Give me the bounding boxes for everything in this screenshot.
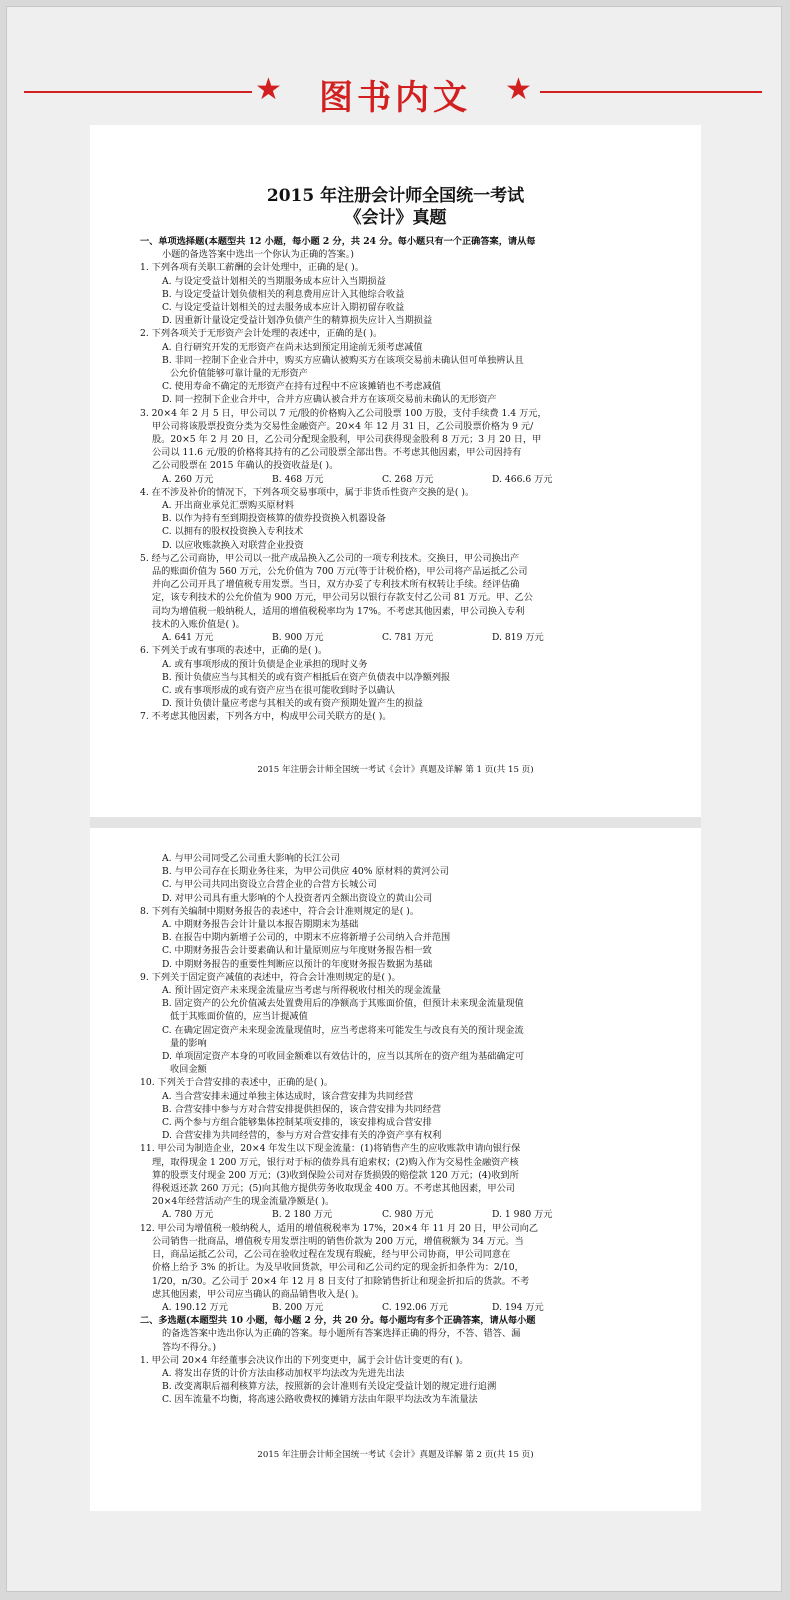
answer-option: A. 260 万元: [162, 473, 214, 485]
exam-title: 2015 年注册会计师全国统一考试: [266, 186, 525, 206]
text-line: A. 当合营安排未通过单独主体达成时，该合营安排为共同经营: [162, 1090, 414, 1102]
answer-option: D. 1 980 万元: [492, 1209, 553, 1221]
text-line: 算的股票支付现金 200 万元；(3)收到保险公司对存货损毁的赔偿款 120 万元；(4)收到所: [152, 1169, 519, 1181]
text-line: 7. 不考虑其他因素，下列各方中，构成甲公司关联方的是( )。: [140, 711, 392, 723]
page-gap: [90, 817, 701, 828]
answer-option: C. 980 万元: [382, 1209, 434, 1221]
page-footer: 2015 年注册会计师全国统一考试《会计》真题及详解 第 2 页(共 15 页): [257, 1450, 534, 1460]
text-line: 的备选答案中选出你认为正确的答案。每小题所有答案选择正确的得分，不答、错答、漏: [162, 1328, 521, 1340]
text-line: A. 中期财务报告会计计量以本报告期期末为基础: [162, 919, 359, 931]
text-line: B. 固定资产的公允价值减去处置费用后的净额高于其账面价值，但预计未来现金流量现值: [162, 998, 524, 1010]
text-line: 9. 下列关于固定资产减值的表述中，符合会计准则规定的是( )。: [140, 971, 401, 983]
answer-options: [140, 1301, 660, 1314]
text-line: 1. 甲公司 20×4 年经董事会决议作出的下列变更中，属于会计估计变更的有( )。: [140, 1354, 469, 1366]
text-line: 公司以 11.6 元/股的价格将其持有的乙公司股票全部出售。不考虑其他因素，甲公司因持有: [152, 447, 522, 459]
text-line: 价格上给予 3% 的折让。为及早收回货款，甲公司和乙公司约定的现金折扣条件为：2/10，: [152, 1262, 524, 1274]
text-line: A. 自行研究开发的无形资产在尚未达到预定用途前无须考虑减值: [162, 341, 423, 353]
document-page-2: [90, 828, 701, 1511]
answer-option: C. 268 万元: [382, 473, 434, 485]
banner-rule-right: [540, 91, 762, 93]
answer-option: D. 466.6 万元: [492, 473, 553, 485]
text-line: 12. 甲公司为增值税一般纳税人，适用的增值税税率为 17%，20×4 年 11 月 20 日，甲公司向乙: [140, 1222, 539, 1234]
banner-rule-left: [24, 91, 252, 93]
text-line: D. 因重新计量设定受益计划净负债产生的精算损失应计入当期损益: [162, 315, 433, 327]
text-line: B. 在报告中期内新增子公司的，中期末不应将新增子公司纳入合并范围: [162, 932, 451, 944]
text-line: 10. 下列关于合营安排的表述中，正确的是( )。: [140, 1077, 333, 1089]
page-2-body: [140, 852, 660, 1407]
answer-option: C. 781 万元: [382, 632, 434, 644]
text-line: A. 开出商业承兑汇票购买原材料: [162, 500, 294, 512]
star-icon: ★: [505, 72, 532, 107]
banner-title: 图书内文: [319, 78, 471, 118]
text-line: C. 在确定固定资产未来现金流量现值时，应当考虑将来可能发生与改良有关的预计现金流: [162, 1024, 524, 1036]
text-line: A. 将发出存货的计价方法由移动加权平均法改为先进先出法: [162, 1367, 405, 1379]
answer-option: B. 2 180 万元: [272, 1209, 333, 1221]
text-line: B. 非同一控制下企业合并中，购买方应确认被购买方在该项交易前未确认但可单独辨认且: [162, 354, 524, 366]
text-line: 答均不得分。): [162, 1341, 217, 1353]
answer-option: D. 819 万元: [492, 632, 544, 644]
text-line: 1/20，n/30。乙公司于 20×4 年 12 月 8 日支付了扣除销售折让和现金折扣后的货款。不考: [152, 1275, 530, 1287]
text-line: 公允价值能够可靠计量的无形资产: [170, 368, 308, 380]
text-line: C. 与甲公司共同出资设立合营企业的合营方长城公司: [162, 879, 377, 891]
text-line: 1. 下列各项有关职工薪酬的会计处理中，正确的是( )。: [140, 262, 364, 274]
text-line: A. 与设定受益计划相关的当期服务成本应计入当期损益: [162, 275, 386, 287]
text-line: 得税返还款 260 万元；(5)向其他方提供劳务收取现金 400 万。不考虑其他因素，甲公司: [152, 1183, 515, 1195]
text-line: C. 或有事项形成的或有资产应当在很可能收到时予以确认: [162, 684, 396, 696]
text-line: D. 同一控制下企业合并中，合并方应确认被合并方在该项交易前未确认的无形资产: [162, 394, 497, 406]
answer-options: [140, 1208, 660, 1221]
answer-option: B. 468 万元: [272, 473, 324, 485]
text-line: B. 改变离职后福利核算方法，按照新的会计准则有关设定受益计划的规定进行追溯: [162, 1381, 497, 1393]
answer-option: A. 641 万元: [162, 632, 214, 644]
text-line: D. 以应收账款换入对联营企业投资: [162, 539, 304, 551]
exam-subtitle: 《会计》真题: [344, 208, 447, 228]
answer-option: A. 780 万元: [162, 1209, 214, 1221]
text-line: C. 以拥有的股权投资换入专利技术: [162, 526, 304, 538]
text-line: D. 中期财务报告的重要性判断应以预计的年度财务报告数据为基础: [162, 958, 433, 970]
document-page-1: [90, 125, 701, 817]
text-line: C. 中期财务报告会计要素确认和计量原则应与年度财务报告相一致: [162, 945, 432, 957]
answer-option: C. 192.06 万元: [382, 1301, 448, 1313]
section-banner: [0, 70, 790, 118]
text-line: A. 与甲公司同受乙公司重大影响的长江公司: [162, 853, 340, 864]
text-line: A. 预计固定资产未来现金流量应当考虑与所得税收付相关的现金流量: [162, 985, 441, 997]
text-line: 一、单项选择题(本题型共 12 小题，每小题 2 分，共 24 分。每小题只有一个正确答案，请从每: [140, 236, 536, 247]
text-line: 5. 经与乙公司商协，甲公司以一批产成品换入乙公司的一项专利技术。交换日，甲公司换出产: [140, 552, 520, 564]
text-line: D. 预计负债计量应考虑与其相关的或有资产预期处置产生的损益: [162, 698, 423, 710]
text-line: 并向乙公司开具了增值税专用发票。当日，双方办妥了专利技术所有权转让手续。经评估确: [152, 579, 520, 591]
text-line: 理，取得现金 1 200 万元，银行对于标的债券具有追索权；(2)购入作为交易性金融资产核: [152, 1156, 519, 1168]
text-line: D. 对甲公司具有重大影响的个人投资者丙全额出资设立的黄山公司: [162, 892, 433, 904]
text-line: B. 以作为持有至到期投资核算的债券投资换入机器设备: [162, 513, 386, 525]
text-line: 6. 下列关于或有事项的表述中，正确的是( )。: [140, 645, 328, 657]
text-line: 定，该专利技术的公允价值为 900 万元，甲公司另以银行存款支付乙公司 81 万元。甲、乙公: [152, 592, 533, 604]
text-line: B. 与甲公司存在长期业务往来，为甲公司供应 40% 原材料的黄河公司: [162, 866, 449, 878]
text-line: 虑其他因素，甲公司应当确认的商品销售收入是( )。: [152, 1288, 365, 1300]
text-line: C. 两个参与方组合能够集体控制某项安排的，该安排构成合营安排: [162, 1117, 432, 1129]
text-line: A. 或有事项形成的预计负债是企业承担的现时义务: [162, 658, 368, 670]
answer-options: [140, 473, 660, 486]
page-1-body: [140, 235, 660, 724]
text-line: 低于其账面价值的，应当计提减值: [170, 1011, 308, 1023]
answer-option: D. 194 万元: [492, 1301, 544, 1313]
answer-option: B. 200 万元: [272, 1301, 324, 1313]
answer-option: A. 190.12 万元: [162, 1301, 228, 1313]
text-line: D. 合营安排为共同经营的，参与方对合营安排有关的净资产享有权利: [162, 1130, 442, 1142]
text-line: 日，商品运抵乙公司，乙公司在验收过程在发现有瑕疵，经与甲公司协商，甲公司同意在: [152, 1249, 511, 1261]
page-footer: 2015 年注册会计师全国统一考试《会计》真题及详解 第 1 页(共 15 页): [257, 765, 534, 775]
answer-option: B. 900 万元: [272, 632, 324, 644]
text-line: B. 合营安排中参与方对合营安排提供担保的，该合营安排为共同经营: [162, 1103, 442, 1115]
text-line: 二、多选题(本题型共 10 小题，每小题 2 分，共 20 分。每小题均有多个正确答案，请从每小题: [140, 1315, 536, 1327]
text-line: 量的影响: [170, 1037, 207, 1049]
text-line: 2. 下列各项关于无形资产会计处理的表述中，正确的是( )。: [140, 328, 383, 340]
text-line: 公司销售一批商品，增值税专用发票注明的销售价款为 200 万元，增值税额为 34 万元。当: [152, 1235, 524, 1247]
star-icon: ★: [255, 72, 282, 107]
text-line: 收回金额: [170, 1064, 207, 1076]
text-line: 3. 20×4 年 2 月 5 日，甲公司以 7 元/股的价格购入乙公司股票 100 万股，支付手续费 1.4 万元，: [140, 407, 547, 419]
text-line: C. 因车流量不均衡，将高速公路收费权的摊销方法由年限平均法改为车流量法: [162, 1394, 478, 1406]
text-line: 11. 甲公司为制造企业，20×4 年发生以下现金流量：(1)将销售产生的应收账款申请向银行保: [140, 1143, 521, 1155]
text-line: D. 单项固定资产本身的可收回金额难以有效估计的，应当以其所在的资产组为基础确定可: [162, 1051, 525, 1063]
text-line: 4. 在不涉及补价的情况下，下列各项交易事项中，属于非货币性资产交换的是( )。: [140, 486, 475, 498]
text-line: C. 使用寿命不确定的无形资产在持有过程中不应该摊销也不考虑减值: [162, 381, 441, 393]
text-line: 甲公司将该股票投资分类为交易性金融资产。20×4 年 12 月 31 日，乙公司股票价格为 9 元/: [152, 420, 534, 432]
text-line: 股。20×5 年 2 月 20 日，乙公司分配现金股利，甲公司获得现金股利 8 万元；3 月 20 日，甲: [152, 434, 542, 446]
text-line: 8. 下列有关编制中期财务报告的表述中，符合会计准则规定的是( )。: [140, 905, 420, 917]
text-line: C. 与设定受益计划相关的过去服务成本应计入期初留存收益: [162, 302, 405, 314]
text-line: 20×4年经营活动产生的现金流量净额是( )。: [152, 1196, 335, 1208]
text-line: 乙公司股票在 2015 年确认的投资收益是( )。: [152, 460, 339, 472]
text-line: 小题的备选答案中选出一个你认为正确的答案。): [162, 249, 354, 261]
answer-options: [140, 631, 660, 644]
text-line: 司均为增值税一般纳税人，适用的增值税税率均为 17%。不考虑其他因素，甲公司换入专利: [152, 605, 525, 617]
text-line: 技术的入账价值是( )。: [152, 618, 245, 630]
text-line: B. 预计负债应当与其相关的或有资产相抵后在资产负债表中以净额列报: [162, 671, 451, 683]
text-line: B. 与设定受益计划负债相关的利息费用应计入其他综合收益: [162, 288, 405, 300]
text-line: 品的账面价值为 560 万元，公允价值为 700 万元(等于计税价格)，甲公司将产品运抵乙公司: [152, 566, 528, 578]
